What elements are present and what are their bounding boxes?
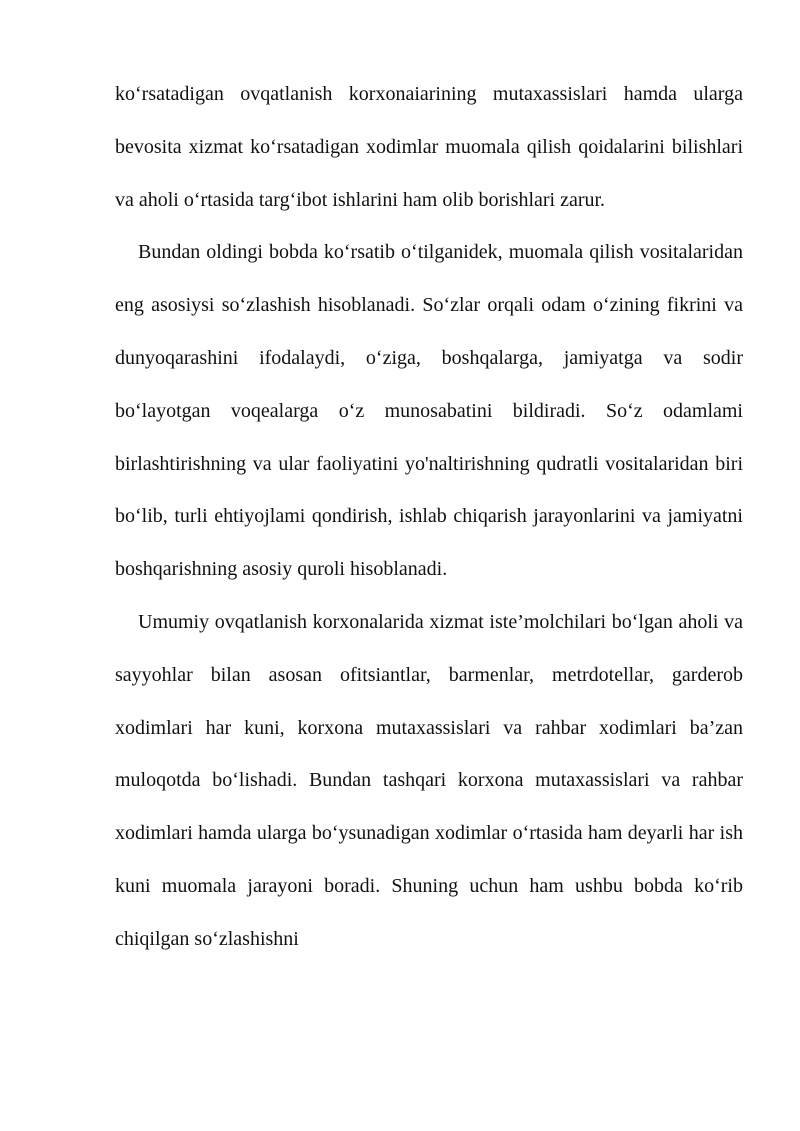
document-body xyxy=(115,68,743,966)
paragraph-continuation: ko‘rsatadigan ovqatlanish korxonaiarining mutaxassislari hamda ularga bevosita xizmat ko‘rsatadigan xodimlar muomala qilish qoidalarini bilishlari va aholi o‘rtasida targ‘ibot ishlarini ham olib borishlari zarur. xyxy=(115,83,743,211)
paragraph-speech-means: Bundan oldingi bobda ko‘rsatib o‘tilganidek, muomala qilish vositalaridan eng asosiysi so‘zlashish hisoblanadi. So‘zlar orqali odam o‘zining fikrini va dunyoqarashini ifodalaydi, o‘ziga, boshqalarga, jamiyatga va sodir bo‘layotgan voqealarga o‘z munosabatini bildiradi. So‘z odamlami birlashtirishning va ular faoliyatini yo'naltirishning qudratli vositalaridan biri bo‘lib, turli ehtiyojlami qondirish, ishlab chiqarish jarayonlarini va jamiyatni boshqarishning asosiy quroli hisoblanadi. xyxy=(115,241,743,581)
paragraph-catering-communication: Umumiy ovqatlanish korxonalarida xizmat iste’molchilari bo‘lgan aholi va sayyohlar bilan asosan ofitsiantlar, barmenlar, metrdotellar, garderob xodimlari har kuni, korxona mutaxassislari va rahbar xodimlari ba’zan muloqotda bo‘lishadi. Bundan tashqari korxona mutaxassislari va rahbar xodimlari hamda ularga bo‘ysunadigan xodimlar o‘rtasida ham deyarli har ish kuni muomala jarayoni boradi. Shuning uchun ham ushbu bobda ko‘rib chiqilgan so‘zlashishni xyxy=(115,610,743,950)
